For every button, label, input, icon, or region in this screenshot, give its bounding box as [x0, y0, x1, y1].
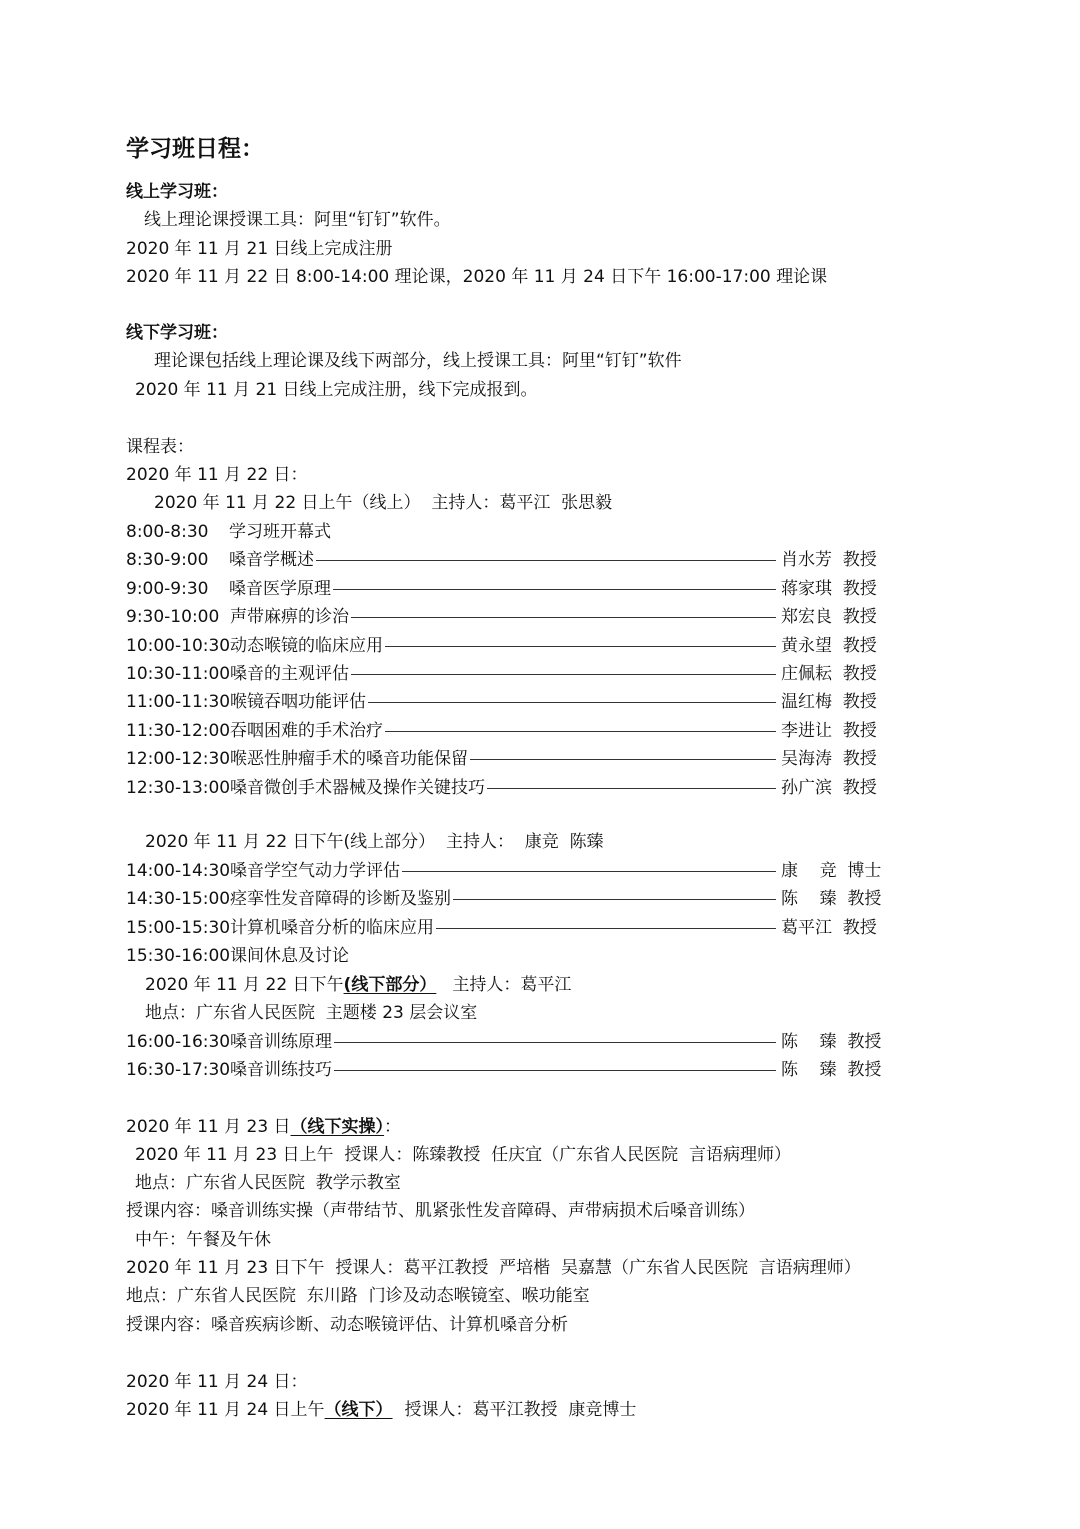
schedule-topic: 嗓音训练原理	[230, 1032, 332, 1052]
schedule-speaker: 陈 臻 教授	[781, 889, 882, 910]
schedule-time: 10:00-10:30	[126, 635, 231, 656]
schedule-speaker: 葛平江 教授	[781, 917, 877, 938]
schedule-row	[126, 549, 886, 571]
session-host: 主持人：葛平江	[452, 975, 572, 995]
day24-date: 2020 年 11 月 24 日：	[126, 1372, 308, 1392]
schedule-row	[126, 945, 886, 967]
schedule-topic: 痉挛性发音障碍的诊断及鉴别	[230, 889, 451, 910]
schedule-row	[126, 888, 886, 910]
schedule-speaker: 郑宏良 教授	[781, 607, 877, 628]
schedule-time: 15:30-16:00	[126, 946, 231, 967]
schedule-row	[126, 720, 886, 742]
schedule-time: 9:00-9:30	[126, 578, 209, 599]
schedule-time: 16:00-16:30	[126, 1032, 231, 1052]
schedule-time: 9:30-10:00	[126, 607, 220, 628]
schedule-speaker: 温红梅 教授	[781, 692, 877, 713]
day24-am-line	[126, 1399, 636, 1421]
schedule-topic: 嗓音学概述	[229, 550, 314, 571]
schedule-time: 14:30-15:00	[126, 889, 231, 910]
schedule-row	[126, 521, 886, 543]
day22-pm-offline-location: 地点：广东省人民医院 主题楼 23 层会议室	[145, 1003, 478, 1023]
schedule-speaker: 李进让 教授	[781, 720, 877, 741]
schedule-topic: 学习班开幕式	[229, 522, 331, 542]
day23-date-text: 2020 年 11 月 23 日	[126, 1117, 291, 1137]
leader-line	[385, 646, 776, 647]
offline-register-text: 2020 年 11 月 21 日线上完成注册，线下完成报到。	[135, 380, 538, 400]
leader-line	[334, 1042, 776, 1043]
schedule-topic: 喉镜吞咽功能评估	[230, 692, 366, 713]
schedule-speaker: 陈 臻 教授	[781, 1060, 882, 1081]
leader-line	[333, 589, 776, 590]
day23-date-suffix: ：	[384, 1117, 402, 1137]
schedule-time: 8:00-8:30	[126, 522, 209, 542]
leader-line	[351, 617, 776, 618]
schedule-row	[126, 606, 886, 628]
schedule-row	[126, 917, 886, 939]
leader-line	[334, 1070, 776, 1071]
leader-line	[351, 674, 776, 675]
leader-line	[402, 871, 776, 872]
day22-pm-offline-session	[145, 974, 571, 996]
schedule-row	[126, 748, 886, 770]
online-classes-text: 2020 年 11 月 22 日 8:00-14:00 理论课，2020 年 11 月 24 日下午 16:00-17:00 理论课	[126, 267, 828, 287]
leader-line	[470, 759, 776, 760]
leader-line	[316, 560, 776, 561]
schedule-time: 11:30-12:00	[126, 720, 231, 741]
session-date: 2020 年 11 月 22 日下午	[145, 975, 344, 995]
leader-line	[436, 928, 776, 929]
schedule-topic: 动态喉镜的临床应用	[230, 635, 383, 656]
day23-pm-location: 地点：广东省人民医院 东川路 门诊及动态喉镜室、喉功能室	[126, 1286, 590, 1306]
day23-date-tag: （线下实操）	[290, 1117, 385, 1137]
day22-am-session: 2020 年 11 月 22 日上午（线上） 主持人：葛平江 张思毅	[154, 493, 613, 513]
day23-am-location: 地点：广东省人民医院 教学示教室	[135, 1173, 401, 1193]
leader-line	[368, 702, 776, 703]
schedule-row	[126, 777, 886, 799]
schedule-topic: 嗓音微创手术器械及操作关键技巧	[230, 777, 485, 798]
schedule-speaker: 肖水芳 教授	[781, 550, 877, 571]
schedule-time: 15:00-15:30	[126, 917, 231, 938]
schedule-time: 10:30-11:00	[126, 664, 231, 684]
day23-date	[126, 1116, 401, 1138]
day23-am-line: 2020 年 11 月 23 日上午 授课人：陈臻教授 任庆宜（广东省人民医院 言语病理师）	[135, 1145, 791, 1165]
schedule-time: 11:00-11:30	[126, 692, 231, 713]
schedule-row	[126, 578, 886, 600]
schedule-time: 8:30-9:00	[126, 550, 209, 571]
schedule-time: 16:30-17:30	[126, 1060, 231, 1081]
schedule-row	[126, 691, 886, 713]
schedule-topic: 嗓音训练技巧	[230, 1060, 332, 1081]
online-tool-text: 线上理论课授课工具：阿里“钉钉”软件。	[144, 210, 451, 230]
day22-date: 2020 年 11 月 22 日：	[126, 465, 308, 485]
day24-am-teacher: 授课人：葛平江教授 康竞博士	[404, 1400, 637, 1420]
schedule-time: 12:30-13:00	[126, 777, 231, 798]
schedule-time: 14:00-14:30	[126, 861, 231, 881]
leader-line	[385, 731, 776, 732]
online-register-text: 2020 年 11 月 21 日线上完成注册	[126, 239, 393, 259]
schedule-row	[126, 635, 886, 657]
schedule-topic: 计算机嗓音分析的临床应用	[230, 917, 434, 938]
leader-line	[487, 788, 776, 789]
schedule-speaker: 陈 臻 教授	[781, 1032, 882, 1052]
day23-pm-content: 授课内容：嗓音疾病诊断、动态喉镜评估、计算机嗓音分析	[126, 1315, 568, 1335]
day23-noon: 中午：午餐及午休	[135, 1230, 271, 1250]
schedule-topic: 喉恶性肿瘤手术的嗓音功能保留	[230, 749, 468, 770]
schedule-topic: 课间休息及讨论	[230, 946, 349, 967]
offline-heading: 线下学习班：	[126, 323, 228, 343]
schedule-speaker: 黄永望 教授	[781, 635, 877, 656]
schedule-speaker: 吴海涛 教授	[781, 749, 877, 770]
day24-am-date: 2020 年 11 月 24 日上午	[126, 1400, 325, 1420]
schedule-label: 课程表：	[126, 437, 194, 457]
schedule-topic: 嗓音医学原理	[229, 578, 331, 599]
leader-line	[453, 899, 776, 900]
page-title: 学习班日程：	[126, 136, 264, 162]
schedule-topic: 嗓音学空气动力学评估	[230, 861, 400, 881]
session-tag: (线下部分）	[343, 975, 437, 995]
schedule-row	[126, 663, 886, 685]
schedule-time: 12:00-12:30	[126, 749, 231, 770]
schedule-row	[126, 1059, 886, 1081]
online-heading: 线上学习班：	[126, 182, 228, 202]
schedule-row	[126, 1031, 886, 1053]
schedule-speaker: 孙广滨 教授	[781, 777, 877, 798]
schedule-speaker: 庄佩耘 教授	[781, 664, 877, 684]
day23-pm-line: 2020 年 11 月 23 日下午 授课人：葛平江教授 严培楷 吴嘉慧（广东省人民医院 言语病理师）	[126, 1258, 861, 1278]
schedule-topic: 嗓音的主观评估	[230, 664, 349, 684]
day22-pm-online-session: 2020 年 11 月 22 日下午(线上部分） 主持人： 康竞 陈臻	[145, 832, 604, 852]
schedule-speaker: 蒋家琪 教授	[781, 578, 877, 599]
day23-am-content: 授课内容：嗓音训练实操（声带结节、肌紧张性发音障碍、声带病损术后嗓音训练）	[126, 1201, 755, 1221]
schedule-topic: 吞咽困难的手术治疗	[230, 720, 383, 741]
schedule-topic: 声带麻痹的诊治	[230, 607, 349, 628]
schedule-row	[126, 860, 886, 882]
offline-desc-text: 理论课包括线上理论课及线下两部分，线上授课工具：阿里“钉钉”软件	[154, 351, 682, 371]
day24-am-tag: （线下）	[324, 1400, 393, 1420]
schedule-speaker: 康 竞 博士	[781, 861, 882, 881]
